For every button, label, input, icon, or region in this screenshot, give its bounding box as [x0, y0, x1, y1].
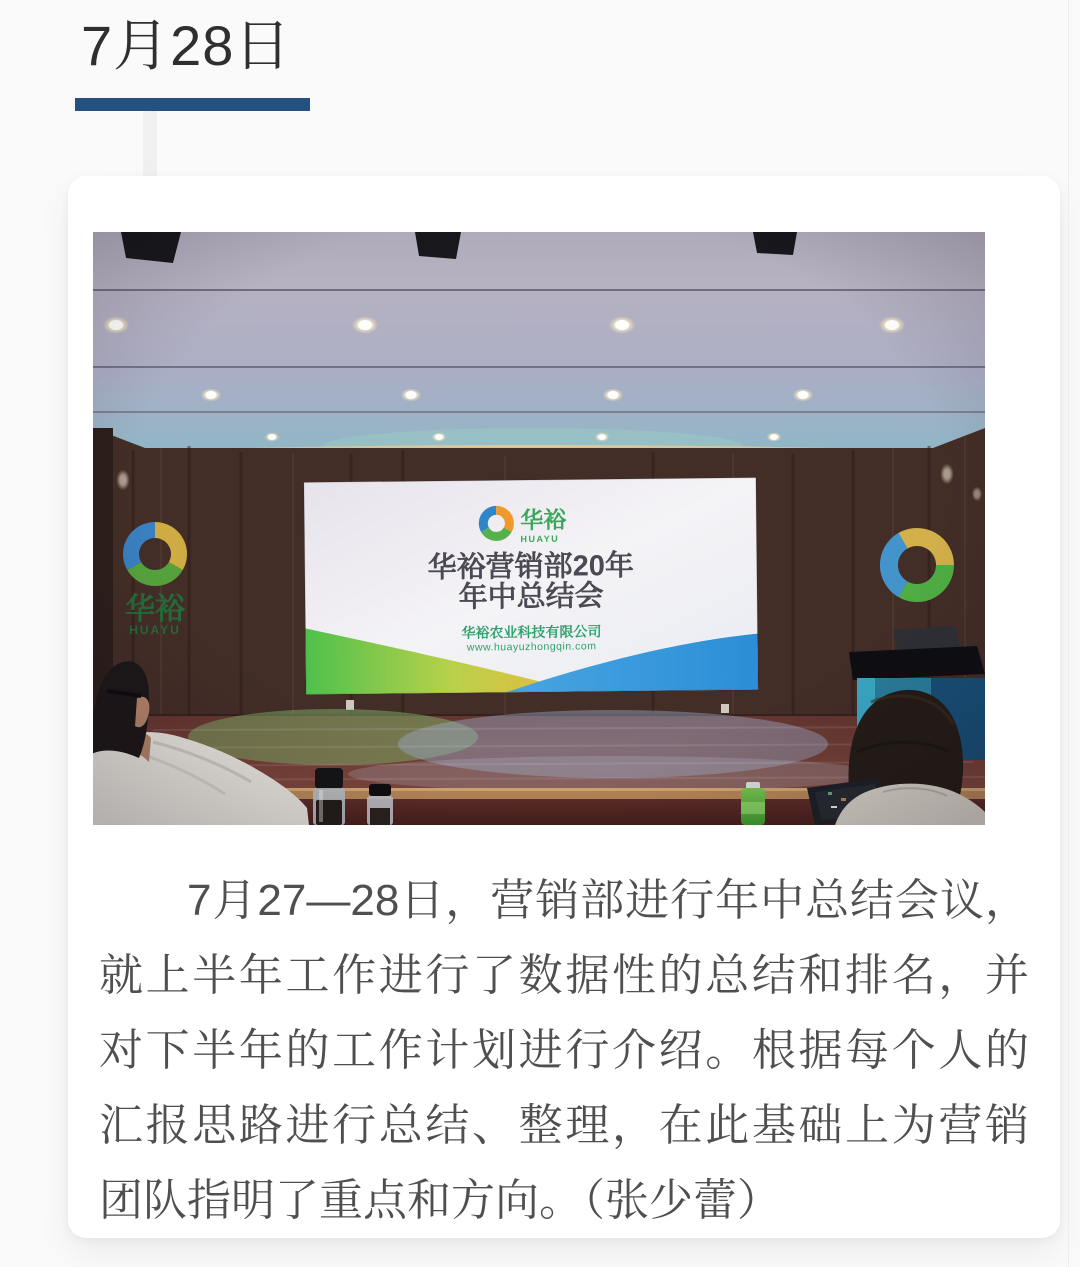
- paragraph-line: 7月27—28日，营销部进行年中总结会议，: [187, 876, 1029, 925]
- paragraph-line: 对下半年的工作计划进行介绍。根据每个人的: [99, 1026, 1029, 1075]
- article-paragraph: [93, 825, 1035, 1238]
- conference-photo[interactable]: [93, 232, 985, 825]
- page-edge-line: [1068, 0, 1069, 1267]
- paragraph-line: 团队指明了重点和方向。（张少蕾）: [99, 1176, 781, 1225]
- timeline-connector: [143, 111, 157, 181]
- photo-vignette: [93, 232, 985, 825]
- page-title: 7月28日: [81, 14, 292, 77]
- paragraph-line: 就上半年工作进行了数据性的总结和排名，并: [99, 951, 1029, 1000]
- article-card: [68, 176, 1060, 1238]
- paragraph-line: 汇报思路进行总结、整理，在此基础上为营销: [99, 1101, 1029, 1150]
- date-accent-bar: [75, 98, 310, 111]
